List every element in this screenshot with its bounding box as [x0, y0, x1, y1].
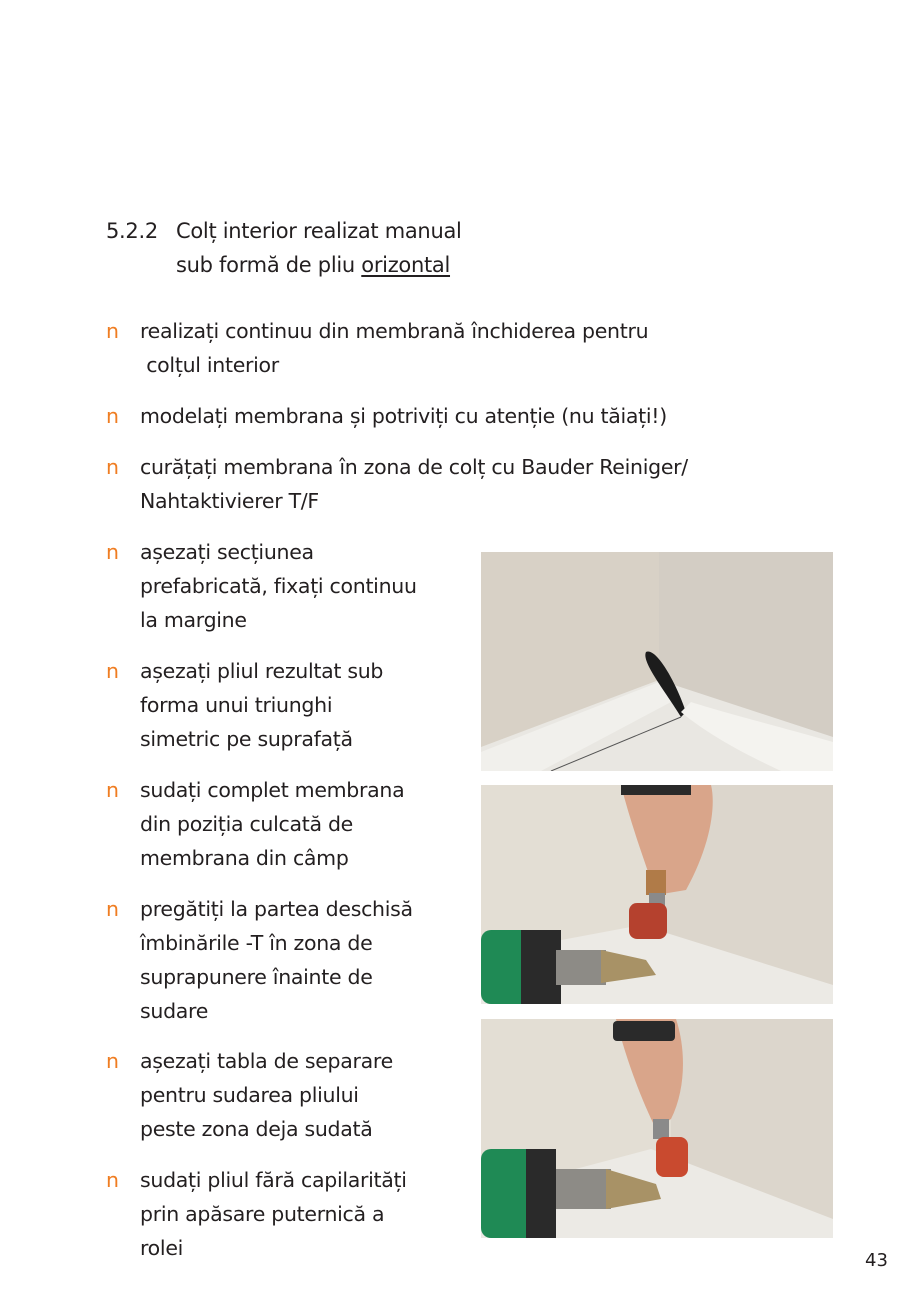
list-item: n pregătiți la partea deschisă îmbinările -T în zona de suprapunere înainte de sudare	[106, 892, 413, 1028]
list-item: n sudați pliul fără capilarități prin apăsare puternică a rolei	[106, 1163, 407, 1265]
photo-welding-roller	[481, 785, 833, 1004]
list-item: n așezați secțiunea prefabricată, fixați continuu la margine	[106, 535, 417, 637]
list-item: n sudați complet membrana din poziția culcată de membrana din câmp	[106, 773, 404, 875]
section-title-line1: Colț interior realizat manual	[176, 219, 462, 243]
list-item: n așezați tabla de separare pentru sudarea pliului peste zona deja sudată	[106, 1044, 393, 1146]
bullet-marker: n	[106, 659, 119, 683]
photo-corner-fold	[481, 552, 833, 771]
section-title-line2: sub formă de pliu	[176, 253, 362, 277]
bullet-marker: n	[106, 319, 119, 343]
bullet-marker: n	[106, 897, 119, 921]
list-item: n realizați continuu din membrană închiderea pentru colțul interior	[106, 314, 648, 382]
bullet-marker: n	[106, 1168, 119, 1192]
section-title-underlined: orizontal	[361, 253, 451, 277]
list-item: n modelați membrana și potriviți cu atenție (nu tăiați!)	[106, 399, 667, 433]
page-number: 43	[865, 1250, 888, 1271]
bullet-marker: n	[106, 404, 119, 428]
bullet-marker: n	[106, 778, 119, 802]
bullet-marker: n	[106, 455, 119, 479]
section-heading	[106, 214, 462, 282]
section-number: 5.2.2	[106, 219, 158, 243]
photo-welding-fold	[481, 1019, 833, 1238]
list-item: n curățați membrana în zona de colț cu Bauder Reiniger/ Nahtaktivierer T/F	[106, 450, 688, 518]
bullet-marker: n	[106, 1049, 119, 1073]
bullet-marker: n	[106, 540, 119, 564]
list-item: n așezați pliul rezultat sub forma unui triunghi simetric pe suprafață	[106, 654, 383, 756]
